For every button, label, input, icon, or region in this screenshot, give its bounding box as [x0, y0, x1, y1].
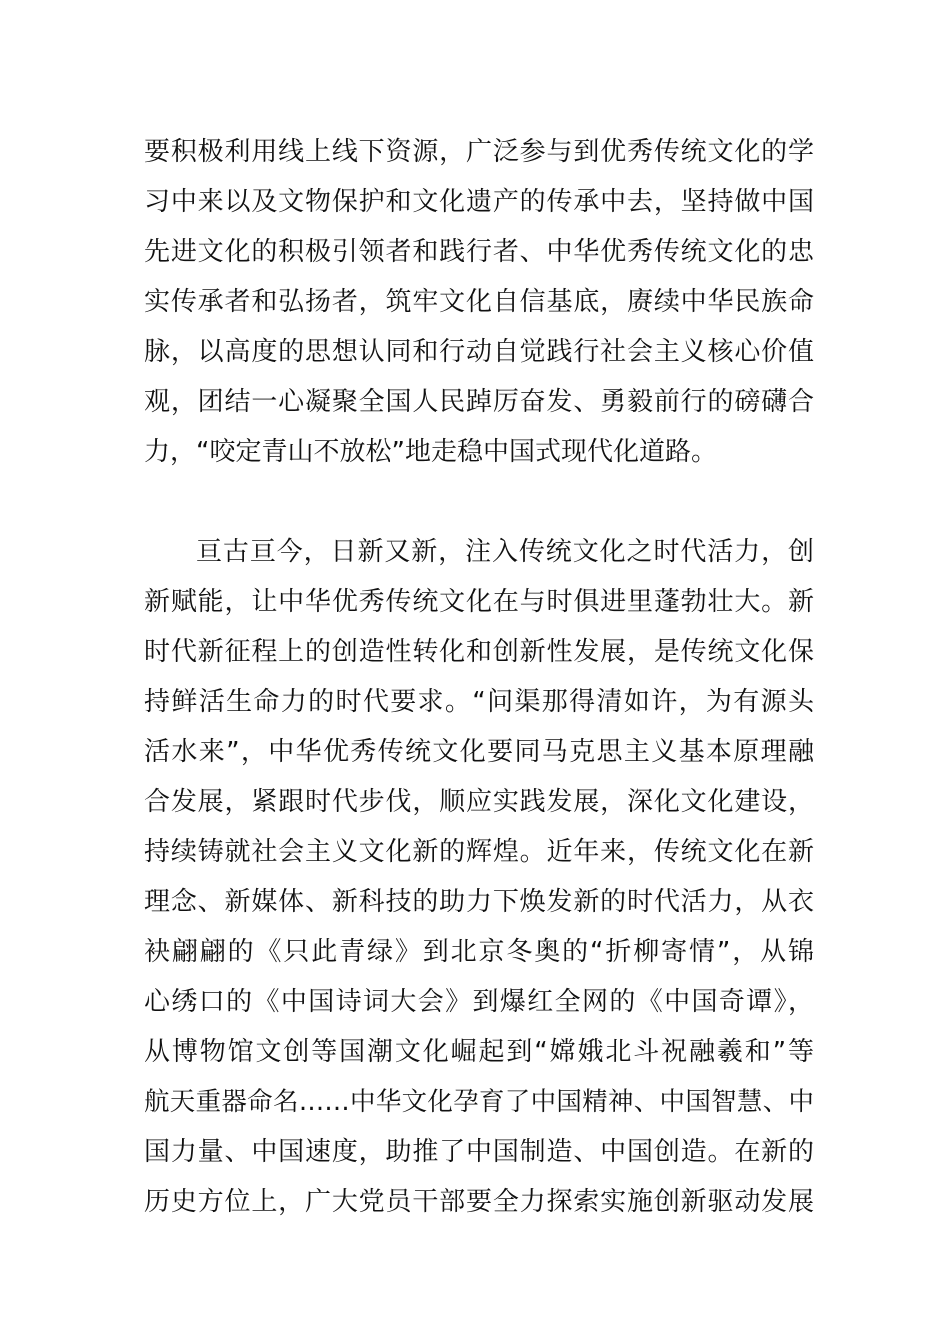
- paragraph-1-line-6: 观，团结一心凝聚全国人民踔厉奋发、勇毅前行的磅礴合: [144, 387, 814, 417]
- paragraph-2-line-11: 从博物馆文创等国潮文化崛起到“嫦娥北斗祝融羲和”等: [144, 1037, 814, 1067]
- paragraph-2-line-9: 袂翩翩的《只此青绿》到北京冬奥的“折柳寄情”，从锦: [144, 937, 814, 967]
- paragraph-2-line-13: 国力量、中国速度，助推了中国制造、中国创造。在新的: [144, 1137, 814, 1167]
- paragraph-1-line-5: 脉，以高度的思想认同和行动自觉践行社会主义核心价值: [144, 337, 814, 367]
- paragraph-2-line-1: 亘古亘今，日新又新，注入传统文化之时代活力，创: [196, 537, 814, 567]
- paragraph-1-line-7: 力，“咬定青山不放松”地走稳中国式现代化道路。: [144, 437, 717, 467]
- paragraph-2-line-10: 心绣口的《中国诗词大会》到爆红全网的《中国奇谭》，: [144, 987, 814, 1017]
- paragraph-2-line-12: 航天重器命名……中华文化孕育了中国精神、中国智慧、中: [144, 1087, 814, 1117]
- paragraph-1-line-2: 习中来以及文物保护和文化遗产的传承中去，坚持做中国: [144, 187, 814, 217]
- paragraph-2-line-5: 活水来”，中华优秀传统文化要同马克思主义基本原理融: [144, 737, 814, 767]
- paragraph-2-line-3: 时代新征程上的创造性转化和创新性发展，是传统文化保: [144, 637, 814, 667]
- paragraph-2-line-8: 理念、新媒体、新科技的助力下焕发新的时代活力，从衣: [144, 887, 814, 917]
- paragraph-2-line-7: 持续铸就社会主义文化新的辉煌。近年来，传统文化在新: [144, 837, 814, 867]
- paragraph-2-line-4: 持鲜活生命力的时代要求。“问渠那得清如许，为有源头: [144, 687, 814, 717]
- paragraph-1-line-1: 要积极利用线上线下资源，广泛参与到优秀传统文化的学: [144, 137, 814, 167]
- paragraph-2-line-14: 历史方位上，广大党员干部要全力探索实施创新驱动发展: [144, 1187, 814, 1217]
- paragraph-1-line-4: 实传承者和弘扬者，筑牢文化自信基底，赓续中华民族命: [144, 287, 814, 317]
- paragraph-2-line-6: 合发展，紧跟时代步伐，顺应实践发展，深化文化建设，: [144, 787, 814, 817]
- paragraph-2-line-2: 新赋能，让中华优秀传统文化在与时俱进里蓬勃壮大。新: [144, 587, 814, 617]
- paragraph-1-line-3: 先进文化的积极引领者和践行者、中华优秀传统文化的忠: [144, 237, 814, 267]
